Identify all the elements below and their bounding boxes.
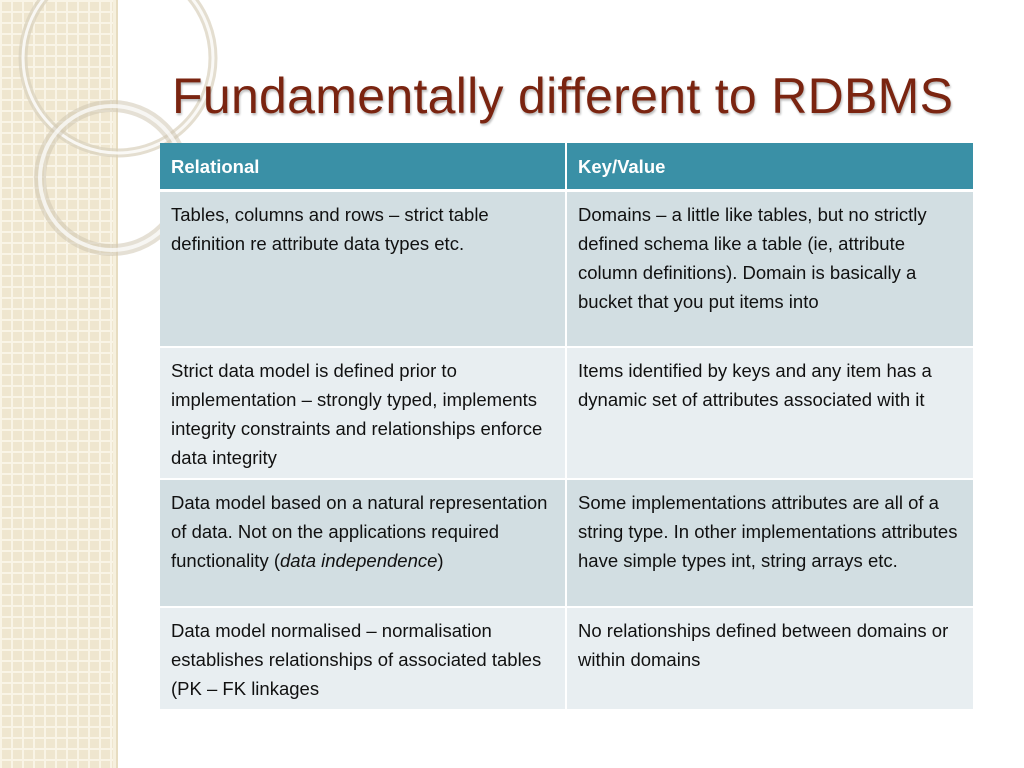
key-value-cell: Items identified by keys and any item has a dynamic set of attributes associated with it	[566, 347, 973, 479]
table-header-row	[160, 143, 973, 191]
key-value-cell: Domains – a little like tables, but no strictly defined schema like a table (ie, attribute column definitions). Domain is basically a bucket that you put items into	[566, 191, 973, 348]
key-value-cell: Some implementations attributes are all of a string type. In other implementations attributes have simple types int, string arrays etc.	[566, 479, 973, 607]
slide-title: Fundamentally different to RDBMS	[172, 68, 954, 124]
column-header-key-value: Key/Value	[566, 143, 973, 191]
relational-text: Data model based on a natural representation of data. Not on the applications required functionality (	[171, 492, 548, 571]
relational-cell: Tables, columns and rows – strict table definition re attribute data types etc.	[160, 191, 566, 348]
table-row	[160, 479, 973, 607]
emphasis-text: data independence	[280, 550, 438, 571]
column-header-relational: Relational	[160, 143, 566, 191]
table-row	[160, 607, 973, 710]
relational-text-end: )	[437, 550, 444, 571]
table-row	[160, 347, 973, 479]
relational-cell: Strict data model is defined prior to implementation – strongly typed, implements integrity constraints and relationships enforce data integrity	[160, 347, 566, 479]
key-value-cell: No relationships defined between domains or within domains	[566, 607, 973, 710]
relational-cell	[160, 479, 566, 607]
comparison-table	[160, 143, 973, 711]
table-row	[160, 191, 973, 348]
relational-cell: Data model normalised – normalisation establishes relationships of associated tables (PK – FK linkages	[160, 607, 566, 710]
